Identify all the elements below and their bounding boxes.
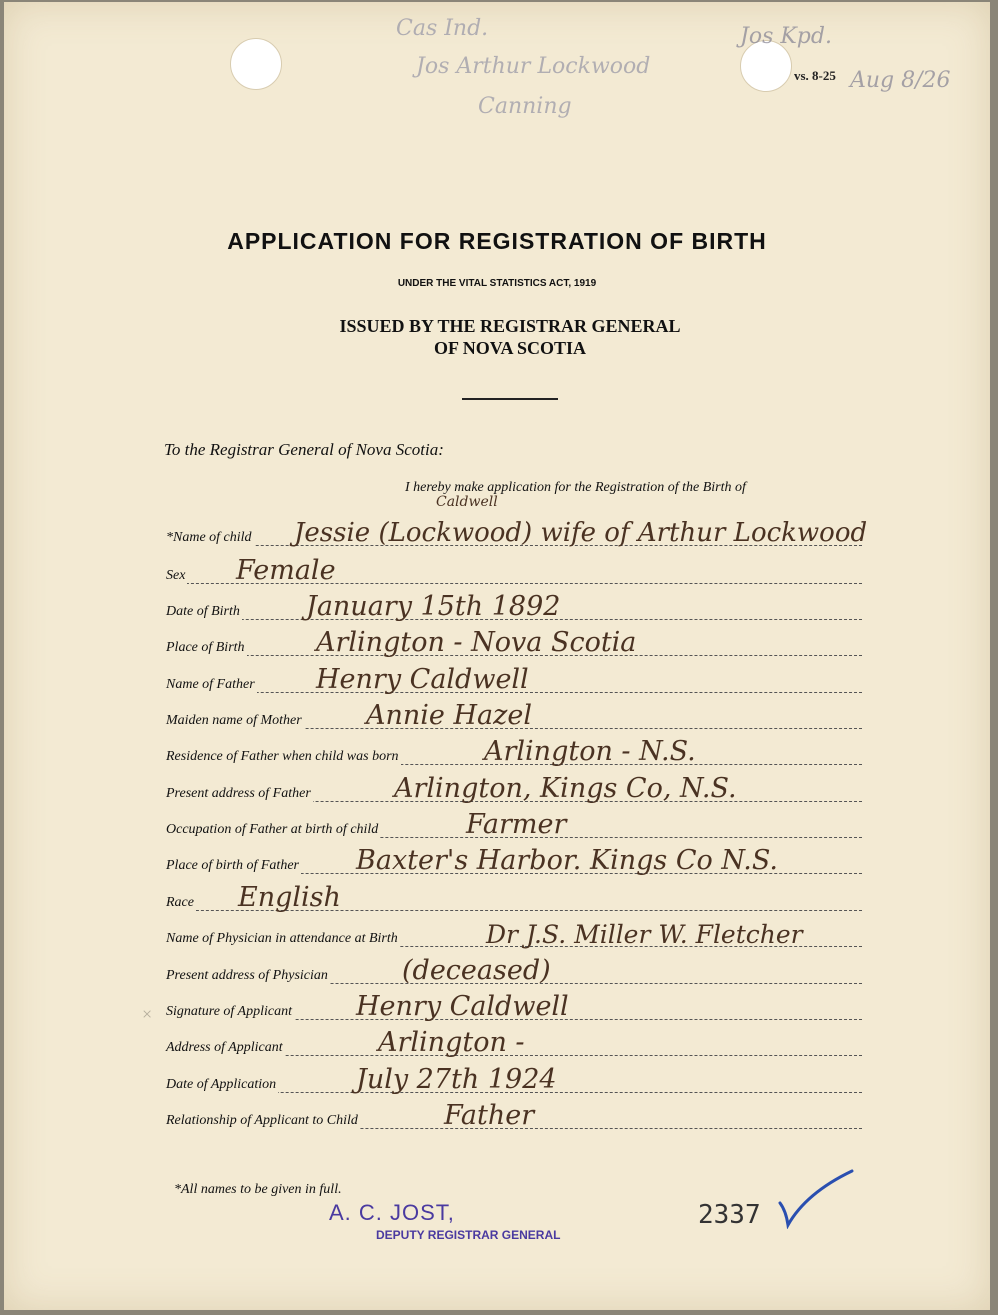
field-sex <box>166 555 862 586</box>
field-value: Arlington, Kings Co, N.S. <box>394 773 737 804</box>
footnote: *All names to be given in full. <box>174 1182 342 1197</box>
field-value: Henry Caldwell <box>316 664 529 695</box>
birth-registration-form <box>4 2 990 1310</box>
field-value: Father <box>444 1100 535 1131</box>
handwritten-interlineation: Caldwell <box>436 494 498 510</box>
field-maiden-name-of-mother <box>166 700 862 731</box>
field-label: Date of Application <box>166 1077 277 1092</box>
field-value: Farmer <box>466 809 567 840</box>
field-date-of-birth <box>166 591 862 622</box>
field-label: Place of Birth <box>166 640 245 655</box>
intro-text: I hereby make application for the Registration of the Birth of <box>405 480 746 495</box>
registration-number: 2337 <box>698 1200 761 1230</box>
document-title: APPLICATION FOR REGISTRATION OF BIRTH <box>227 228 767 254</box>
field-label: Occupation of Father at birth of child <box>166 822 379 837</box>
field-name-of-child <box>166 518 868 548</box>
punch-hole <box>230 38 282 90</box>
margin-note: Canning <box>478 94 572 119</box>
field-value: Arlington - <box>378 1027 525 1058</box>
field-value: Arlington - Nova Scotia <box>316 627 637 658</box>
field-label: Address of Applicant <box>166 1040 283 1055</box>
form-number: vs. 8-25 <box>794 68 836 83</box>
field-label: Residence of Father when child was born <box>166 749 399 764</box>
field-value: Henry Caldwell <box>356 991 569 1022</box>
field-race <box>166 882 862 913</box>
stamp-name: A. C. JOST, <box>329 1200 455 1225</box>
stamp-title: DEPUTY REGISTRAR GENERAL <box>376 1228 561 1242</box>
field-address-of-applicant <box>166 1027 862 1058</box>
field-label: *Name of child <box>166 530 252 545</box>
margin-note: Aug 8/26 <box>850 68 951 93</box>
field-label: Name of Physician in attendance at Birth <box>166 931 398 946</box>
field-value: Dr J.S. Miller W. Fletcher <box>486 920 803 949</box>
field-label: Name of Father <box>166 677 255 692</box>
field-occupation-of-father <box>166 809 862 840</box>
field-value: January 15th 1892 <box>306 591 561 622</box>
margin-note: Jos Arthur Lockwood <box>416 54 651 79</box>
field-value: (deceased) <box>402 955 551 986</box>
pencil-mark: × <box>142 1004 153 1024</box>
field-label: Present address of Physician <box>166 968 328 983</box>
salutation: To the Registrar General of Nova Scotia: <box>164 440 444 459</box>
field-date-of-application <box>166 1064 862 1095</box>
field-value: Annie Hazel <box>366 700 532 731</box>
field-value: English <box>238 882 341 913</box>
field-name-of-physician <box>166 920 862 949</box>
field-label: Present address of Father <box>166 786 311 801</box>
field-place-of-birth-of-father <box>166 845 862 876</box>
field-value: Female <box>236 555 336 586</box>
field-place-of-birth <box>166 627 862 658</box>
field-present-address-of-father <box>166 773 862 804</box>
field-present-address-of-physician <box>166 955 862 986</box>
field-label: Sex <box>166 568 186 583</box>
field-label: Signature of Applicant <box>166 1004 292 1019</box>
document-subtitle: UNDER THE VITAL STATISTICS ACT, 1919 <box>397 278 597 289</box>
margin-note: Cas Ind. <box>396 16 489 41</box>
divider <box>462 398 558 400</box>
field-name-of-father <box>166 664 862 695</box>
field-label: Maiden name of Mother <box>166 713 302 728</box>
issuer <box>4 315 998 359</box>
field-label: Date of Birth <box>166 604 240 619</box>
field-value: Jessie (Lockwood) wife of Arthur Lockwood <box>294 518 868 548</box>
field-label: Race <box>166 895 194 910</box>
field-label: Relationship of Applicant to Child <box>166 1113 358 1128</box>
checkmark-icon <box>776 1167 856 1229</box>
issuer-line-2: OF NOVA SCOTIA <box>433 338 587 358</box>
issuer-line-1: ISSUED BY THE REGISTRAR GENERAL <box>339 316 681 336</box>
field-signature-of-applicant <box>166 991 862 1022</box>
margin-note: Jos Kpd. <box>740 24 832 49</box>
field-value: July 27th 1924 <box>356 1064 557 1095</box>
field-residence-of-father <box>166 736 862 767</box>
field-value: Arlington - N.S. <box>484 736 696 767</box>
field-relationship-of-applicant <box>166 1100 862 1131</box>
field-value: Baxter's Harbor. Kings Co N.S. <box>356 845 778 876</box>
field-label: Place of birth of Father <box>166 858 299 873</box>
